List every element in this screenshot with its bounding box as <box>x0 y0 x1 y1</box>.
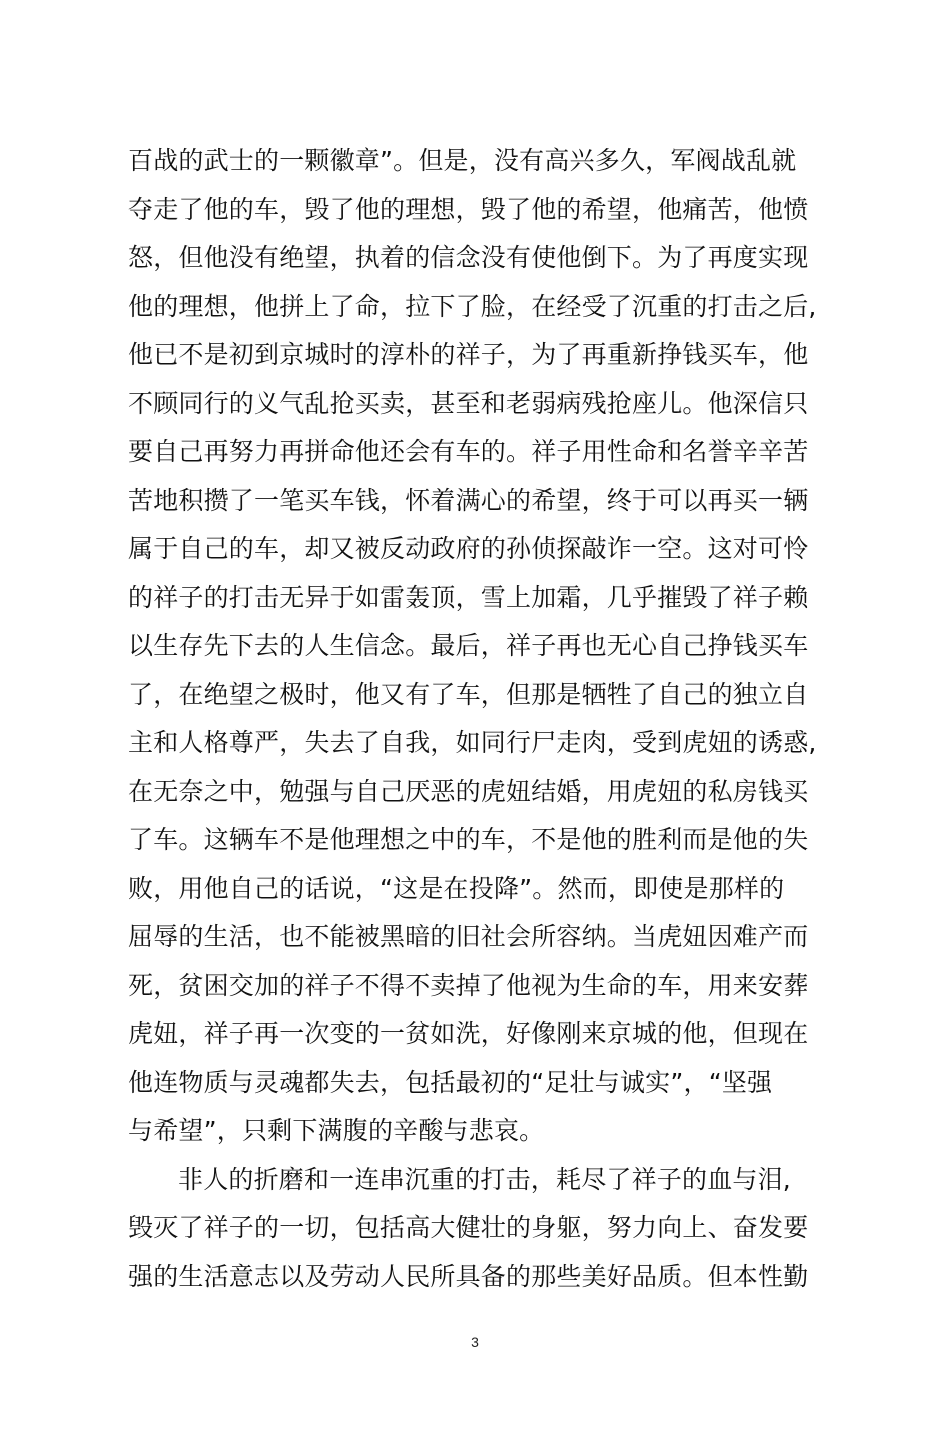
text-line: 败，用他自己的话说，“这是在投降”。然而，即使是那样的 <box>128 873 785 903</box>
text-line: 夺走了他的车，毁了他的理想，毁了他的希望，他痛苦，他愤 <box>128 194 809 224</box>
text-line: 以生存先下去的人生信念。最后，祥子再也无心自己挣钱买车 <box>128 631 809 660</box>
text-line: 主和人格尊严，失去了自我，如同行尸走肉，受到虎妞的诱惑, <box>128 728 817 757</box>
text-line: 毁灭了祥子的一切，包括高大健壮的身躯，努力向上、奋发要 <box>128 1213 809 1242</box>
text-line: 属于自己的车，却又被反动政府的孙侦探敲诈一空。这对可怜 <box>128 534 809 563</box>
document-body <box>128 140 817 1304</box>
text-line: 要自己再努力再拼命他还会有车的。祥子用性命和名誉辛辛苦 <box>128 437 809 466</box>
text-line: 屈辱的生活，也不能被黑暗的旧社会所容纳。当虎妞因难产而 <box>128 922 809 951</box>
text-line: 与希望”，只剩下满腹的辛酸与悲哀。 <box>128 1116 545 1145</box>
text-line: 百战的武士的一颗徽章”。但是，没有高兴多久，军阀战乱就 <box>128 146 797 175</box>
text-line: 苦地积攒了一笔买车钱，怀着满心的希望，终于可以再买一辆 <box>128 485 809 515</box>
paragraph-2 <box>128 1159 809 1305</box>
text-line: 了车。这辆车不是他理想之中的车，不是他的胜利而是他的失 <box>128 825 809 854</box>
text-line: 非人的折磨和一连串沉重的打击，耗尽了祥子的血与泪, <box>178 1164 791 1194</box>
text-line: 不顾同行的义气乱抢买卖，甚至和老弱病残抢座儿。他深信只 <box>128 388 809 418</box>
text-line: 他已不是初到京城时的淳朴的祥子，为了再重新挣钱买车，他 <box>128 340 809 369</box>
text-line: 怒，但他没有绝望，执着的信念没有使他倒下。为了再度实现 <box>128 243 809 272</box>
text-line: 虎妞，祥子再一次变的一贫如洗，好像刚来京城的他，但现在 <box>128 1019 809 1048</box>
paragraph-1 <box>128 140 817 1159</box>
text-line: 死，贫困交加的祥子不得不卖掉了他视为生命的车，用来安葬 <box>128 970 809 1000</box>
text-line: 在无奈之中，勉强与自己厌恶的虎妞结婚，用虎妞的私房钱买 <box>128 776 809 806</box>
text-line: 了，在绝望之极时，他又有了车，但那是牺牲了自己的独立自 <box>128 679 809 709</box>
text-line: 强的生活意志以及劳动人民所具备的那些美好品质。但本性勤 <box>128 1261 809 1291</box>
page-number: 3 <box>471 1334 479 1350</box>
text-line: 他连物质与灵魂都失去，包括最初的“足壮与诚实”，“坚强 <box>128 1067 773 1097</box>
text-line: 的祥子的打击无异于如雷轰顶，雪上加霜，几乎摧毁了祥子赖 <box>128 582 809 612</box>
text-line: 他的理想，他拼上了命，拉下了脸，在经受了沉重的打击之后, <box>128 291 817 321</box>
